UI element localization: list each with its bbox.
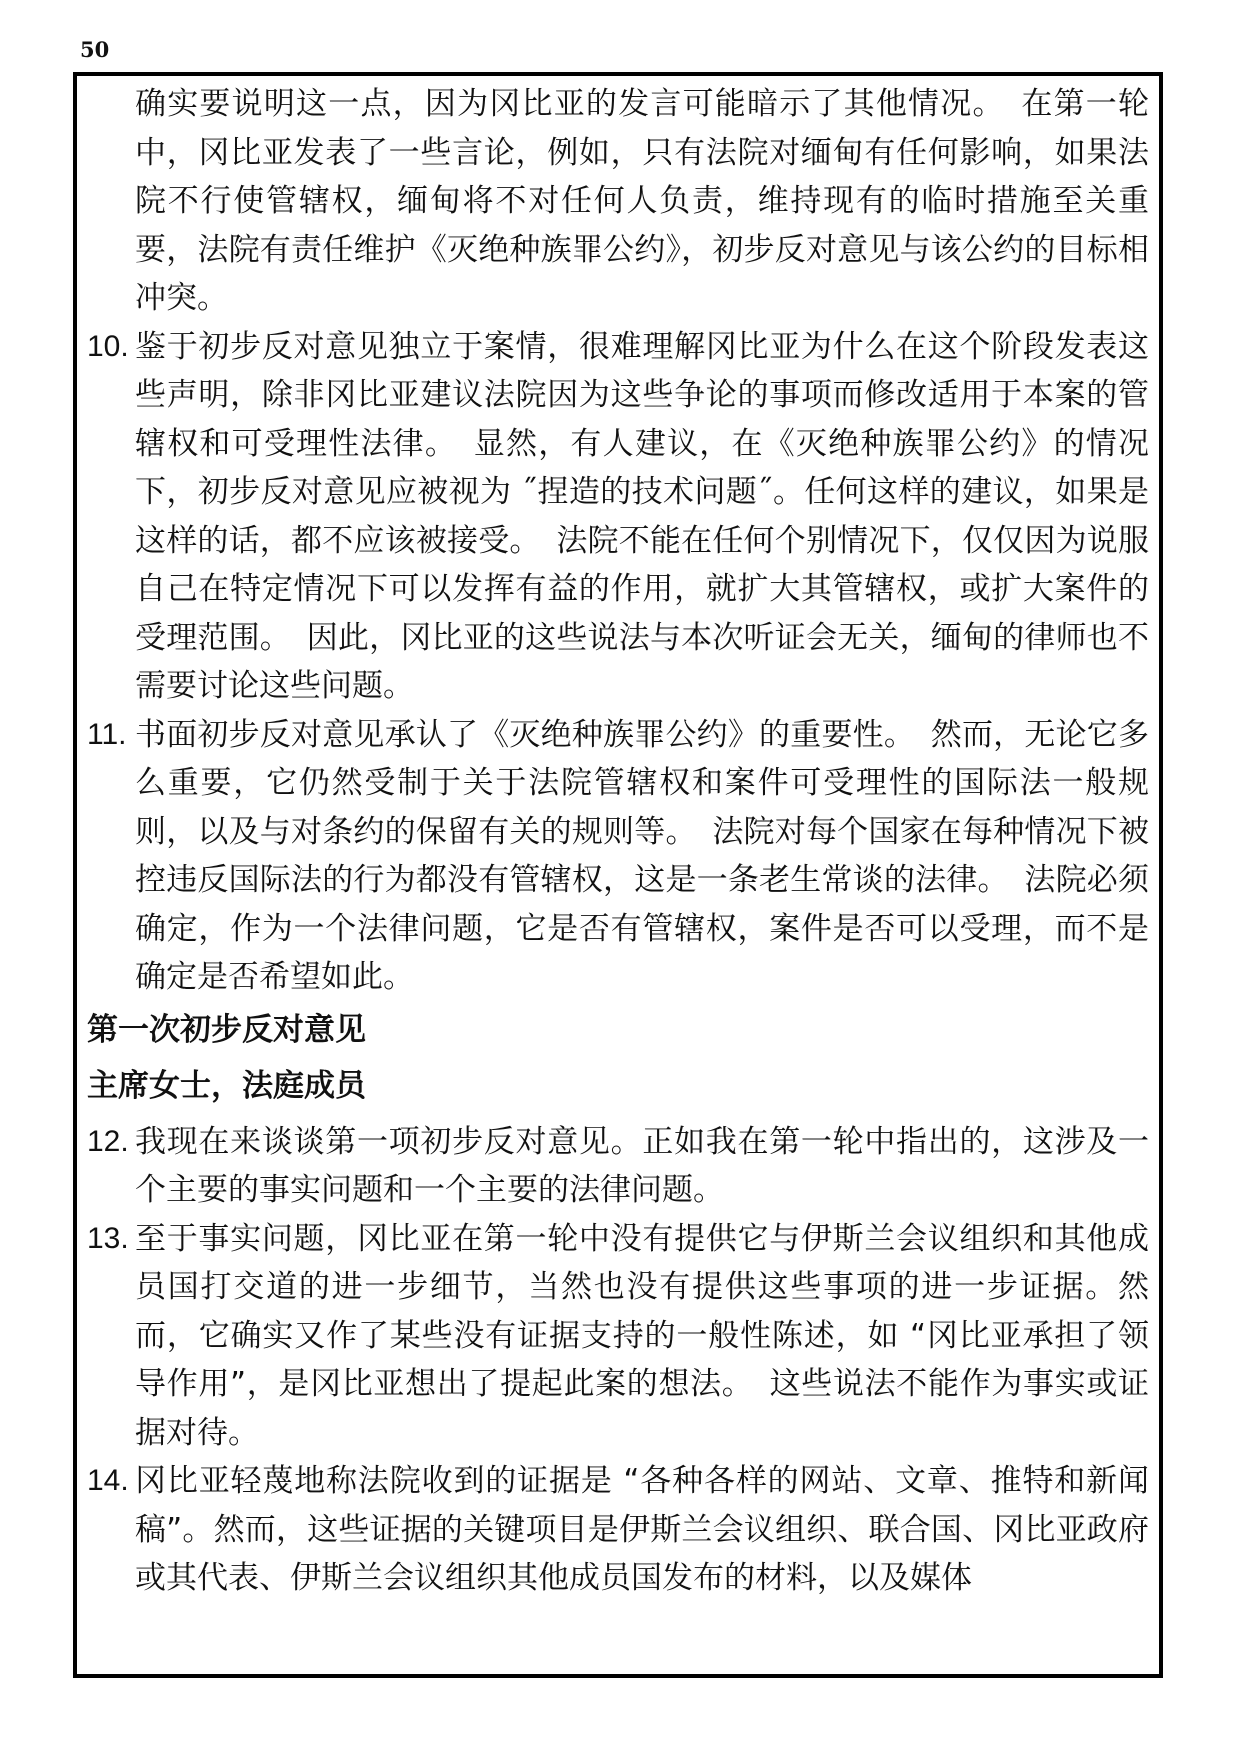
paragraph-text: 鉴于初步反对意见独立于案情，很难理解冈比亚为什么在这个阶段发表这些声明，除非冈比亚建议法院因为这些争论的事项而修改适用于本案的管辖权和可受理性法律。 显然，有人建议，在《灭绝种族罪公约》的情况下，初步反对意见应被视为 ˝捏造的技术问题˝。任何这样的建议，如果是这样的话，都不应该被接受。 法院不能在任何个别情况下，仅仅因为说服自己在特定情况下可以发挥有益的作用，就扩大其管辖权，或扩大案件的受理范围。 因此，冈比亚的这些说法与本次听证会无关，缅甸的律师也不需要讨论这些问题。	[135, 328, 1149, 704]
paragraph-text: 我现在来谈谈第一项初步反对意见。正如我在第一轮中指出的，这涉及一个主要的事实问题和一个主要的法律问题。	[135, 1123, 1149, 1208]
page-number: 50	[80, 37, 110, 62]
address-heading: 主席女士，法庭成员	[87, 1067, 366, 1104]
paragraph-text: 确实要说明这一点，因为冈比亚的发言可能暗示了其他情况。 在第一轮中，冈比亚发表了一些言论，例如，只有法院对缅甸有任何影响，如果法院不行使管辖权，缅甸将不对任何人负责，维持现有的临时措施至关重要，法院有责任维护《灭绝种族罪公约》，初步反对意见与该公约的目标相冲突。	[135, 86, 1149, 316]
paragraph-number: 12.	[87, 1124, 129, 1158]
paragraph-11	[87, 711, 1149, 1002]
paragraph-text: 冈比亚轻蔑地称法院收到的证据是 “各种各样的网站、文章、推特和新闻稿”。然而，这些证据的关键项目是伊斯兰会议组织、联合国、冈比亚政府或其代表、伊斯兰会议组织其他成员国发布的材料，以及媒体	[135, 1463, 1149, 1596]
paragraph-12	[87, 1118, 1149, 1215]
paragraph-continued	[87, 80, 1149, 323]
section-heading: 第一次初步反对意见	[87, 1011, 366, 1048]
paragraph-number: 13.	[87, 1221, 129, 1255]
paragraph-text: 书面初步反对意见承认了《灭绝种族罪公约》的重要性。 然而，无论它多么重要，它仍然受制于关于法院管辖权和案件可受理性的国际法一般规则，以及与对条约的保留有关的规则等。 法院对每个国家在每种情况下被控违反国际法的行为都没有管辖权，这是一条老生常谈的法律。 法院必须确定，作为一个法律问题，它是否有管辖权，案件是否可以受理，而不是确定是否希望如此。	[135, 716, 1149, 995]
paragraph-13	[87, 1215, 1149, 1458]
paragraph-number: 11.	[87, 717, 127, 751]
paragraph-14	[87, 1457, 1149, 1603]
paragraph-10	[87, 323, 1149, 711]
paragraph-number: 10.	[87, 329, 129, 363]
document-frame	[73, 72, 1163, 1678]
paragraph-number: 14.	[87, 1464, 129, 1497]
paragraph-text: 至于事实问题，冈比亚在第一轮中没有提供它与伊斯兰会议组织和其他成员国打交道的进一步细节，当然也没有提供这些事项的进一步证据。然而，它确实又作了某些没有证据支持的一般性陈述，如 “冈比亚承担了领导作用”，是冈比亚想出了提起此案的想法。 这些说法不能作为事实或证据对待。	[135, 1220, 1149, 1451]
